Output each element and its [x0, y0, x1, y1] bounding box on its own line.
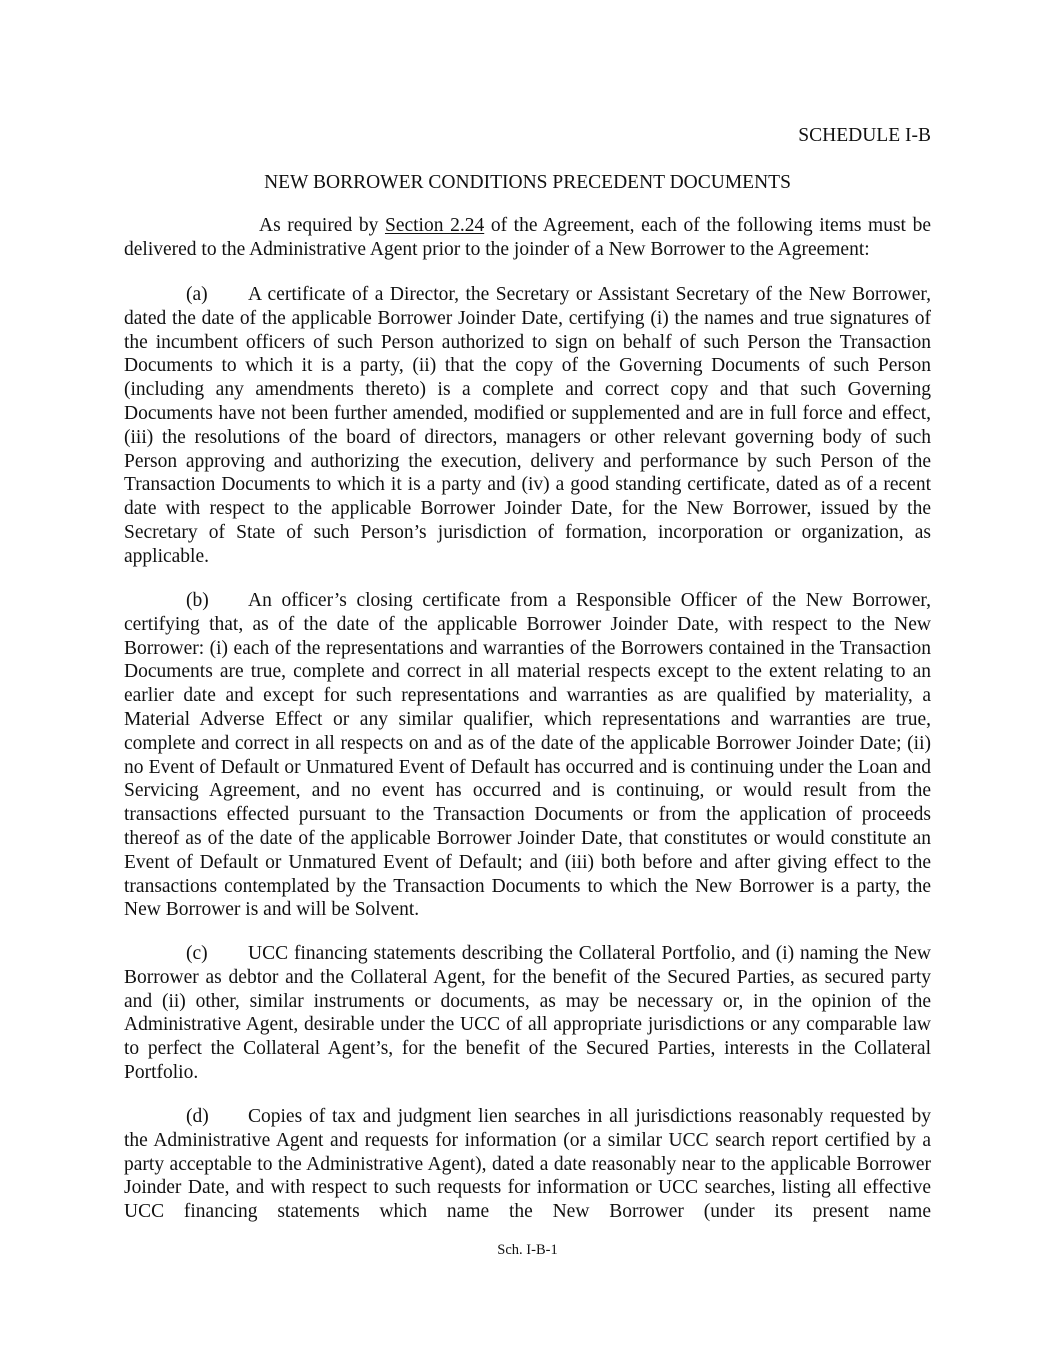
intro-prefix: As required by	[259, 215, 385, 236]
item-label: (a)	[186, 284, 208, 305]
item-text: UCC financing statements describing the Collateral Portfolio, and (i) naming the New Borrower as debtor and the Collateral Agent, for the benefit of the Secured Parties, as secured party and (ii) other, similar instruments or documents, as may be necessary or, in the opinion of the Administrative Agent, desirable under the UCC of all appropriate jurisdictions or any comparable law to perfect the Collateral Agent’s, for the benefit of the Secured Parties, interests in the Collateral Portfolio.	[124, 943, 931, 1083]
document-title: NEW BORROWER CONDITIONS PRECEDENT DOCUMENTS	[264, 172, 791, 193]
condition-item-b	[124, 589, 931, 922]
schedule-label: SCHEDULE I-B	[798, 125, 931, 146]
item-text: An officer’s closing certificate from a Responsible Officer of the New Borrower, certifying that, as of the date of the applicable Borrower Joinder Date, with respect to the New Borrower: (i) each of the representations and warranties of the Borrowers contained in the Transaction Documents are true, complete and correct in all material respects except to the extent relating to an earlier date and except for such representations and warranties as are qualified by materiality, a Material Adverse Effect or any similar qualifier, which representations and warranties are true, complete and correct in all respects on and as of the date of the applicable Borrower Joinder Date; (ii) no Event of Default or Unmatured Event of Default has occurred and is continuing under the Loan and Servicing Agreement, and no event has occurred and is continuing, or would result from the transactions effected pursuant to the Transaction Documents or from the application of proceeds thereof as of the date of the applicable Borrower Joinder Date, that constitutes or would constitute an Event of Default or Unmatured Event of Default; and (iii) both before and after giving effect to the transactions contemplated by the Transaction Documents to which the New Borrower is a party, the New Borrower is and will be Solvent.	[124, 590, 931, 921]
intro-paragraph	[124, 214, 931, 262]
condition-item-a	[124, 283, 931, 569]
item-label: (b)	[186, 590, 209, 611]
item-label: (d)	[186, 1106, 209, 1127]
item-label: (c)	[186, 943, 208, 964]
item-text: A certificate of a Director, the Secretary or Assistant Secretary of the New Borrower, dated the date of the applicable Borrower Joinder Date, certifying (i) the names and true signatures of the incumbent officers of such Person authorized to sign on behalf of such Person the Transaction Documents to which it is a party, (ii) that the copy of the Governing Documents of such Person (including any amendments thereto) is a complete and correct copy and that such Governing Documents have not been further amended, modified or supplemented and are in full force and effect, (iii) the resolutions of the board of directors, managers or other relevant governing body of such Person approving and authorizing the execution, delivery and performance by such Person of the Transaction Documents to which it is a party and (iv) a good standing certificate, dated as of a recent date with respect to the applicable Borrower Joinder Date, for the New Borrower, issued by the Secretary of State of such Person’s jurisdiction of formation, incorporation or organization, as applicable.	[124, 284, 931, 567]
condition-item-d	[124, 1105, 931, 1224]
intro-suffix: of the Agreement, each of the following items must be delivered to the Administrative Agent prior to the joinder of a New Borrower to the Agreement:	[124, 215, 931, 260]
section-reference-link[interactable]: Section 2.24	[384, 215, 485, 236]
page-number-footer: Sch. I-B-1	[497, 1242, 558, 1258]
item-text: Copies of tax and judgment lien searches in all jurisdictions reasonably requested by the Administrative Agent and requests for information (or a similar UCC search report certified by a party acceptable to the Administrative Agent), dated a date reasonably near to the applicable Borrower Joinder Date, and with respect to such requests for information or UCC searches, listing all effective UCC financing statements which name the New Borrower (under its present name	[124, 1106, 931, 1223]
condition-item-c	[124, 942, 931, 1085]
